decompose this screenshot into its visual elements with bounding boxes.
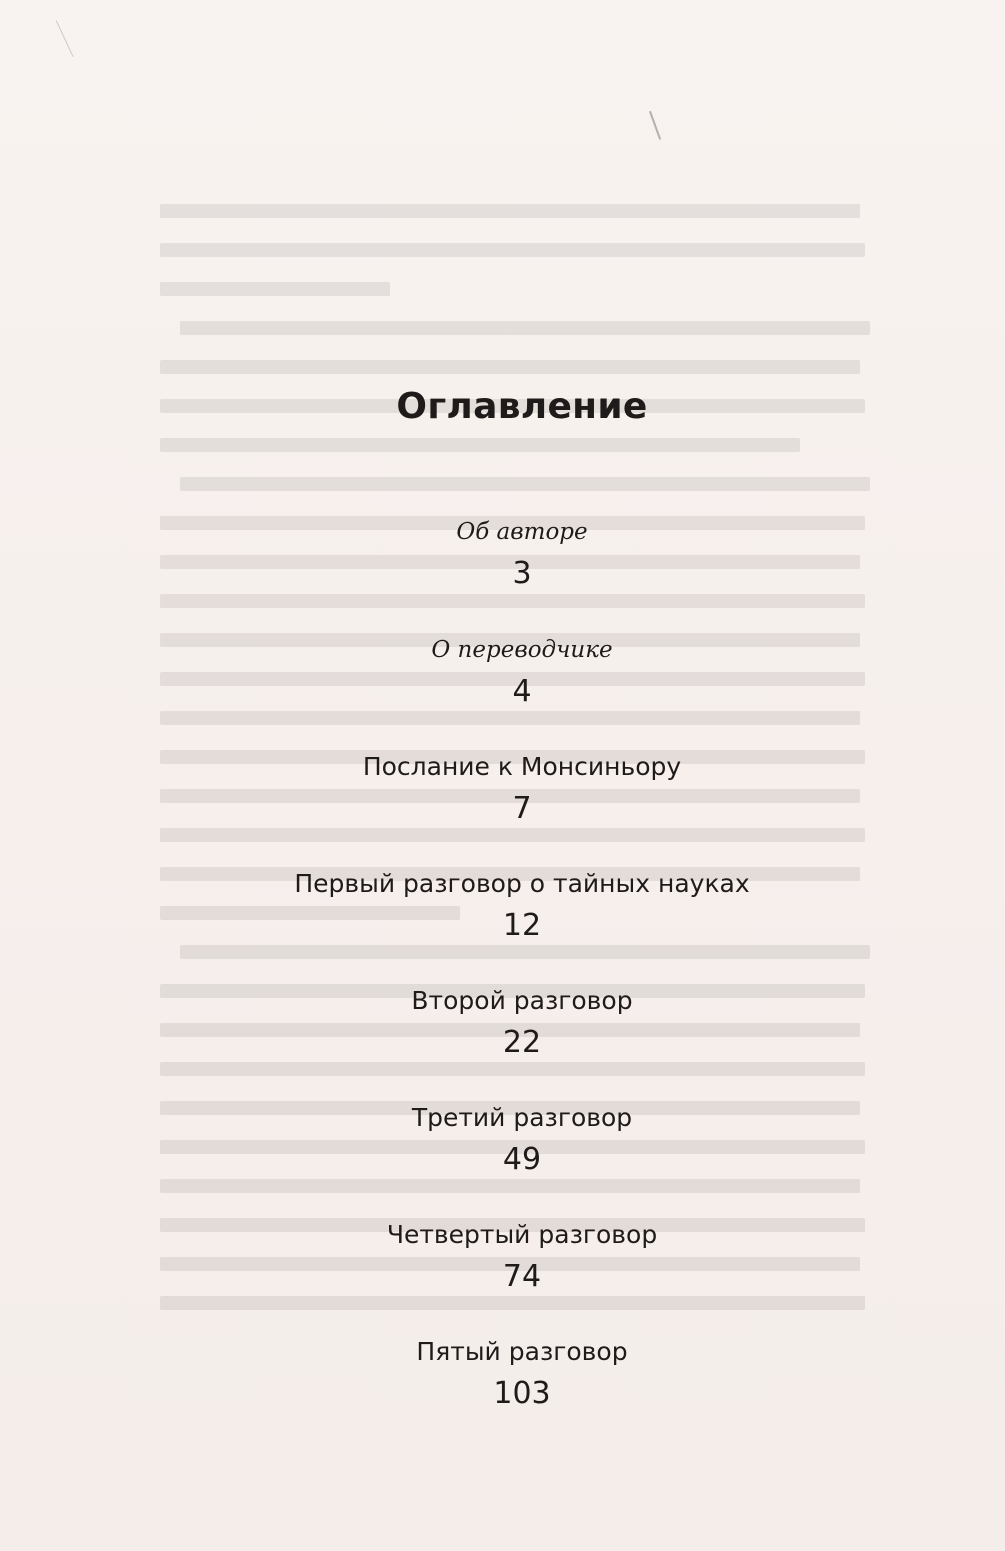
toc-entry-page-number: 103 [493, 1376, 551, 1411]
toc-entry-label: Пятый разговор [416, 1337, 628, 1366]
toc-entry-page-number: 74 [502, 1259, 542, 1294]
toc-entry [0, 866, 1005, 946]
toc-entry-page-number: 22 [502, 1025, 542, 1060]
toc-heading: Оглавление [396, 386, 648, 427]
toc-entry-page-number: 7 [512, 791, 532, 826]
toc-entry-label: Третий разговор [411, 1103, 633, 1132]
toc-entry [0, 1217, 1005, 1297]
toc-entry [0, 632, 1005, 712]
toc-entry [0, 1100, 1005, 1180]
toc-entry-page-number: 4 [512, 674, 532, 709]
toc-entry-label: Четвертый разговор [386, 1220, 658, 1249]
toc-entry [0, 983, 1005, 1063]
toc-entry-label: Второй разговор [411, 986, 633, 1015]
toc-entry-label: Об авторе [456, 519, 588, 545]
toc-entry [0, 514, 1005, 594]
toc-entry-page-number: 12 [502, 908, 542, 943]
toc-entry-label: О переводчике [431, 637, 613, 663]
toc-entry-label: Послание к Монсиньору [362, 752, 682, 781]
toc-entry-label: Первый разговор о тайных науках [294, 869, 750, 898]
toc-entry-page-number: 3 [512, 556, 532, 591]
toc-entry [0, 1334, 1005, 1414]
toc-entry-page-number: 49 [502, 1142, 542, 1177]
toc-entry [0, 749, 1005, 829]
